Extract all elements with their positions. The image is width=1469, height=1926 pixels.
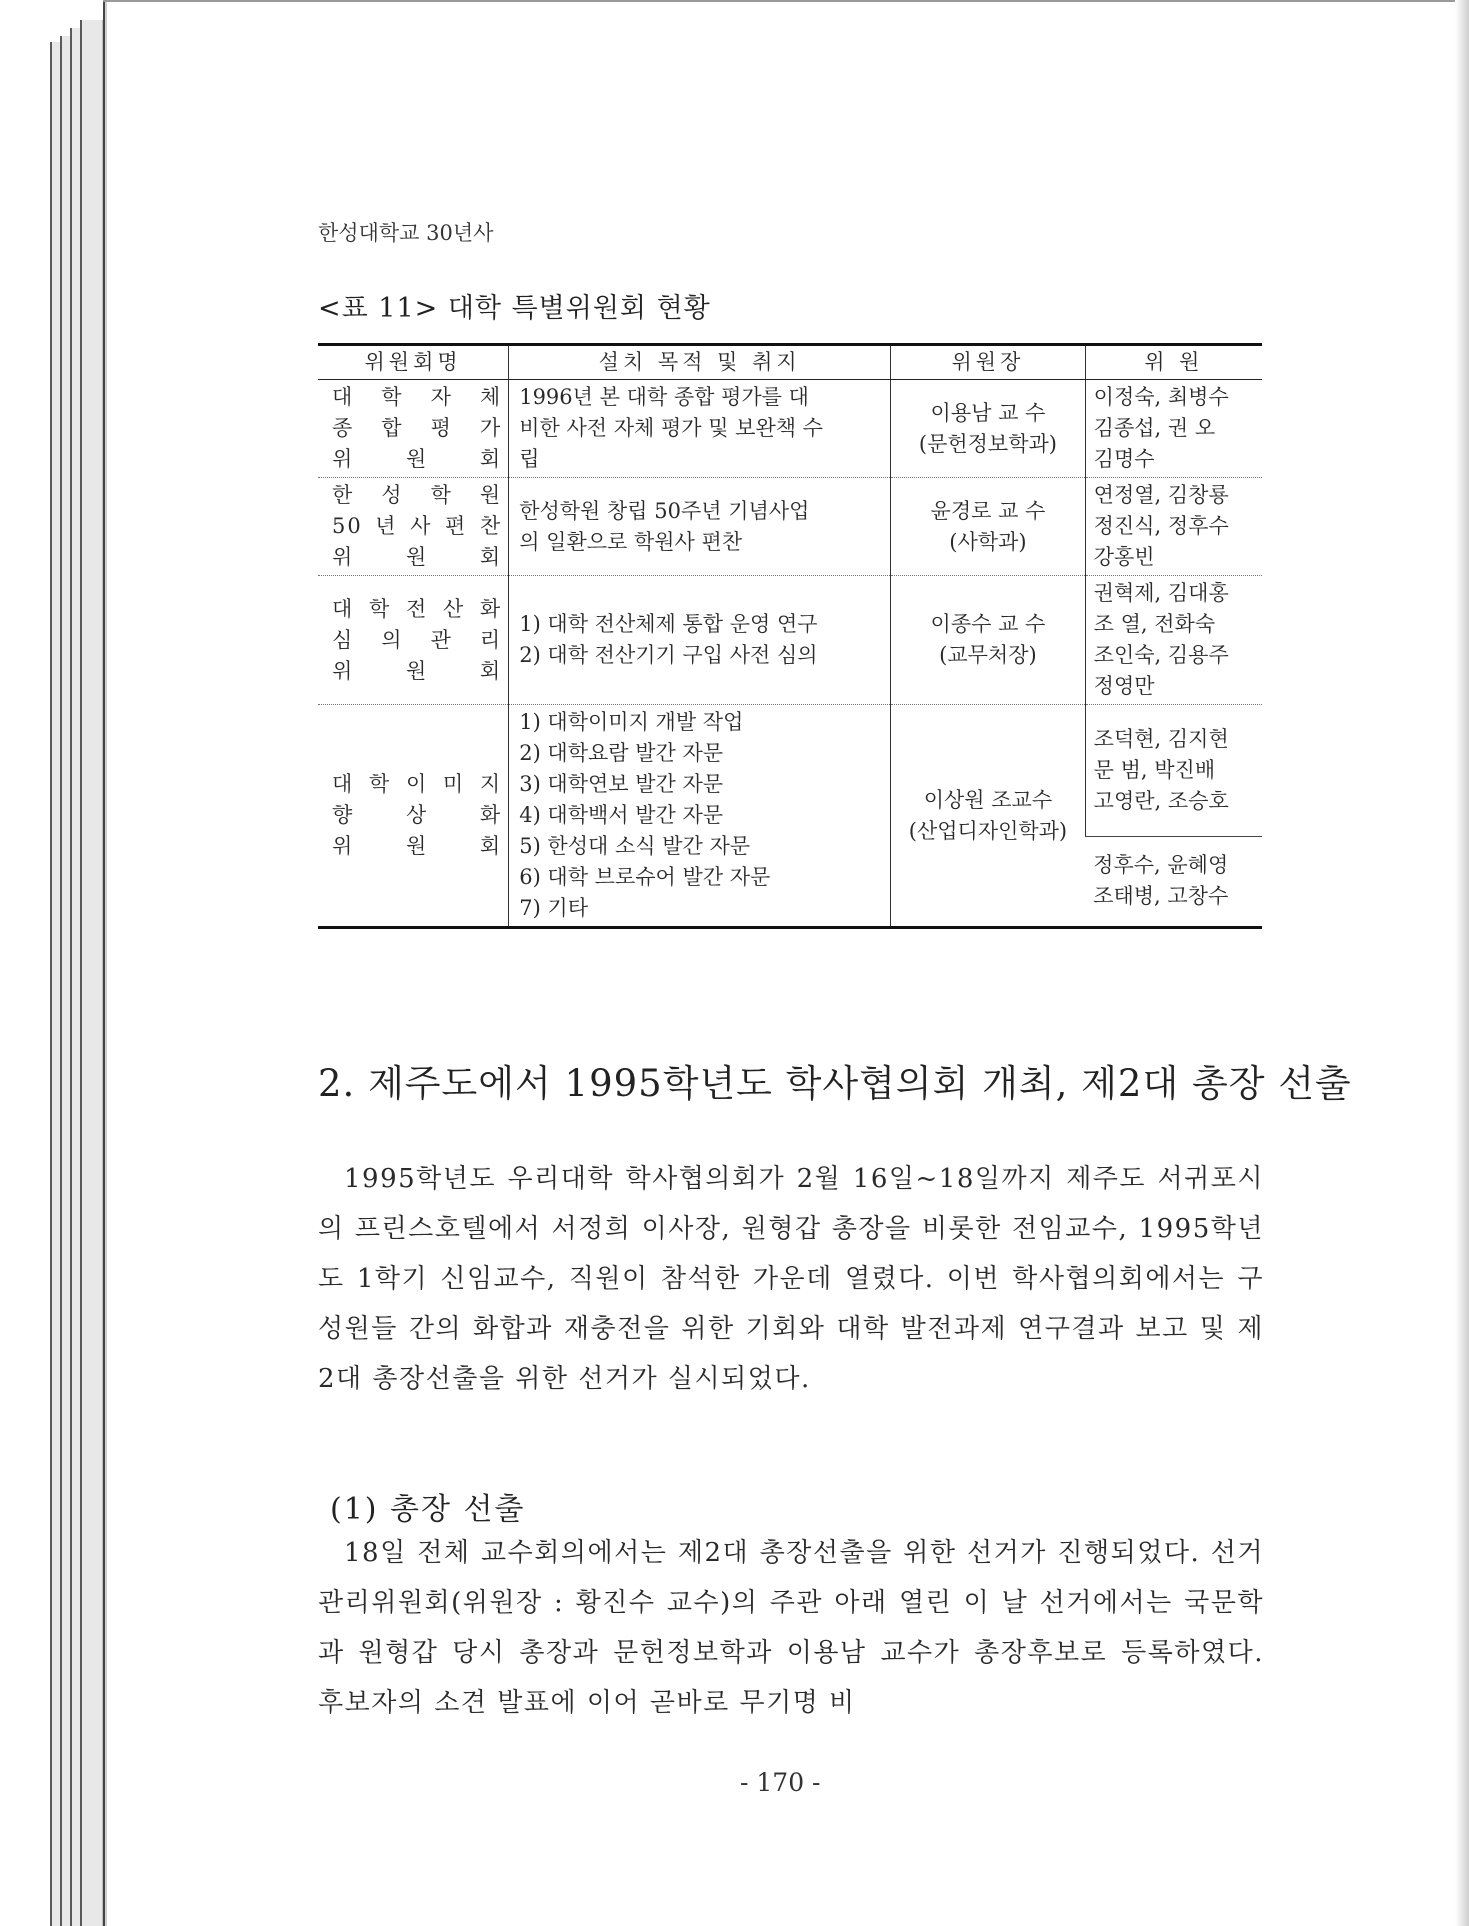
table-header-row	[318, 345, 1262, 380]
running-head: 한성대학교 30년사	[318, 221, 494, 245]
header-chair: 위원장	[891, 345, 1085, 380]
committee-purpose: 한성학원 창립 50주년 기념사업 의 일환으로 학원사 편찬	[509, 478, 891, 576]
page-top-border	[103, 0, 1455, 2]
committee-members: 연정열, 김창룡 정진식, 정후수 강홍빈	[1085, 478, 1262, 576]
table-row	[318, 705, 1262, 837]
committee-purpose: 1996년 본 대학 종합 평가를 대 비한 사전 자체 평가 및 보완책 수 립	[509, 380, 891, 478]
header-members: 위 원	[1085, 345, 1262, 380]
committee-purpose: 1) 대학이미지 개발 작업 2) 대학요람 발간 자문 3) 대학연보 발간 자문 4) 대학백서 발간 자문 5) 한성대 소식 발간 자문 6) 대학 브로슈어 발간 자문 7) 기타	[509, 705, 891, 928]
header-purpose: 설치 목적 및 취지	[509, 345, 891, 380]
page-right-shadow	[1455, 0, 1469, 1926]
subsection-title: (1) 총장 선출	[330, 1492, 526, 1527]
table-caption: <표 11> 대학 특별위원회 현황	[318, 293, 711, 324]
committee-members: 조덕현, 김지현 문 범, 박진배 고영란, 조승호	[1085, 705, 1262, 837]
body-paragraph: 1995학년도 우리대학 학사협의회가 2월 16일~18일까지 제주도 서귀포시의 프린스호텔에서 서정희 이사장, 원형갑 총장을 비롯한 전임교수, 1995학년도 1학기 신임교수, 직원이 참석한 가운데 열렸다. 이번 학사협의회에서는 구성원들 간의 화합과 재충전을 위한 기회와 대학 발전과제 연구결과 보고 및 제2대 총장선출을 위한 선거가 실시되었다.	[318, 1164, 1264, 1394]
committee-name: 대 학 자 체 종 합 평 가 위 원 회	[318, 380, 509, 478]
section-title: 2. 제주도에서 1995학년도 학사협의회 개최, 제2대 총장 선출	[318, 1062, 1352, 1105]
committee-chair: 이상원 조교수 (산업디자인학과)	[891, 705, 1085, 928]
committee-chair: 윤경로 교 수 (사학과)	[891, 478, 1085, 576]
committee-name: 대 학 전 산 화 심 의 관 리 위 원 회	[318, 576, 509, 705]
committee-chair: 이용남 교 수 (문헌정보학과)	[891, 380, 1085, 478]
committee-table	[318, 343, 1262, 929]
table-row	[318, 576, 1262, 705]
table-row	[318, 478, 1262, 576]
committee-name: 한 성 학 원 50 년 사 편 찬 위 원 회	[318, 478, 509, 576]
committee-members: 권혁제, 김대홍 조 열, 전화숙 조인숙, 김용주 정영만	[1085, 576, 1262, 705]
page-number: - 170 -	[740, 1768, 821, 1797]
committee-members: 정후수, 윤혜영 조태병, 고창수	[1085, 836, 1262, 927]
committee-purpose: 1) 대학 전산체제 통합 운영 연구 2) 대학 전산기기 구입 사전 심의	[509, 576, 891, 705]
header-committee-name: 위원회명	[318, 345, 509, 380]
committee-members: 이정숙, 최병수 김종섭, 권 오 김명수	[1085, 380, 1262, 478]
table-row	[318, 380, 1262, 478]
page-edge	[80, 20, 103, 1926]
committee-name: 대 학 이 미 지 향 상 화 위 원 회	[318, 705, 509, 928]
committee-chair: 이종수 교 수 (교무처장)	[891, 576, 1085, 705]
body-paragraph: 18일 전체 교수회의에서는 제2대 총장선출을 위한 선거가 진행되었다. 선거관리위원회(위원장 : 황진수 교수)의 주관 아래 열린 이 날 선거에서는 국문학과 원형갑 당시 총장과 문헌정보학과 이용남 교수가 총장후보로 등록하였다. 후보자의 소견 발표에 이어 곧바로 무기명 비	[318, 1538, 1264, 1718]
